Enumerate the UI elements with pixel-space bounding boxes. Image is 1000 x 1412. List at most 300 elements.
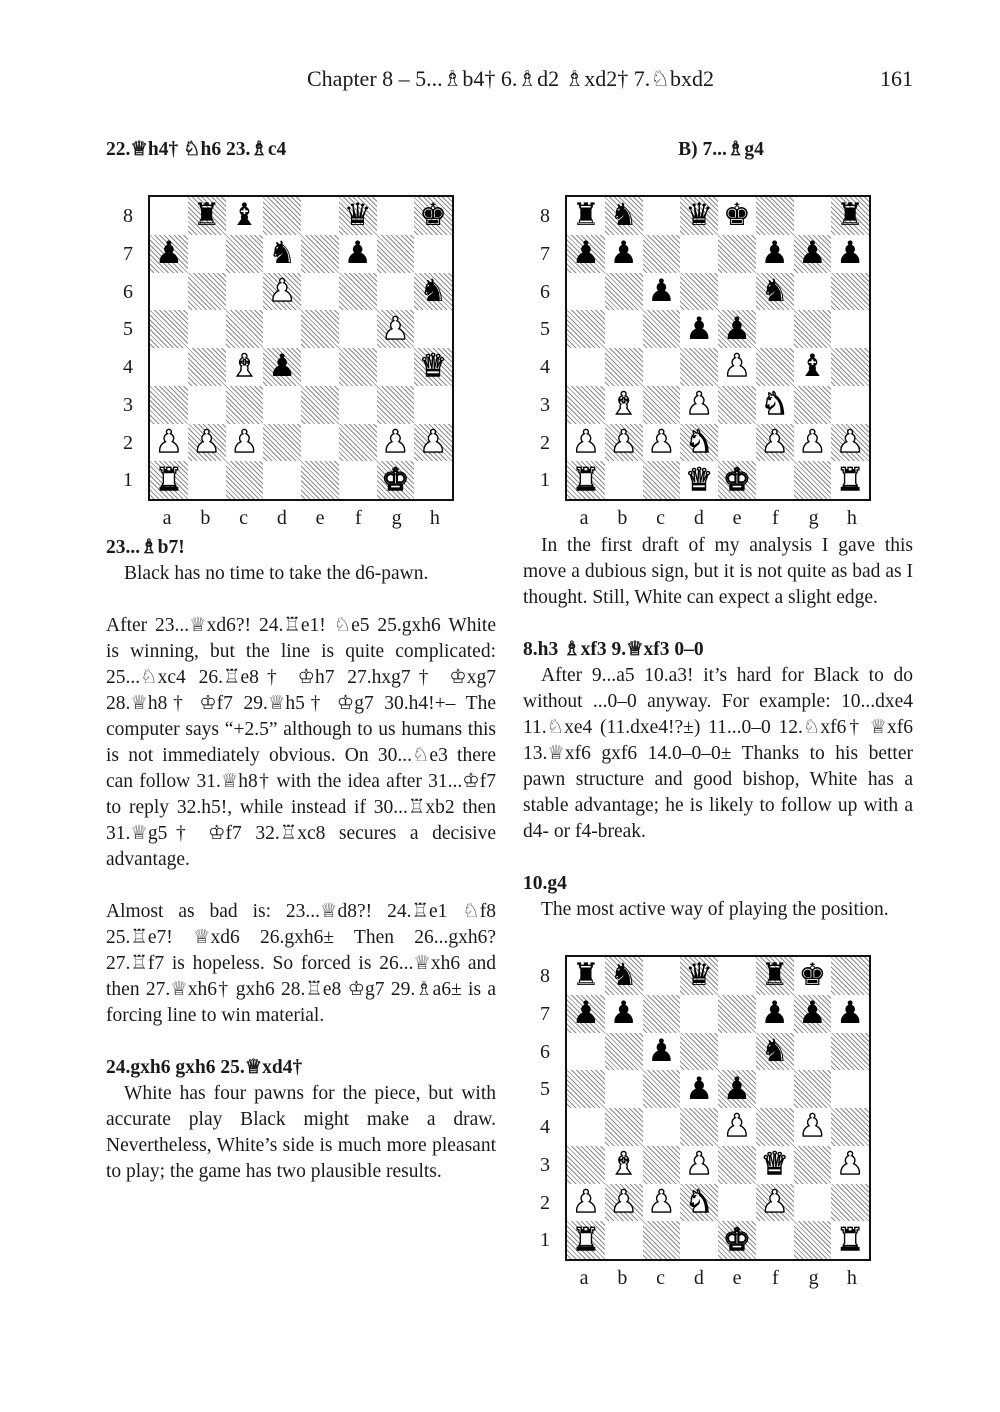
square-c2	[643, 1184, 681, 1222]
square-a2	[150, 424, 188, 462]
square-a6	[150, 273, 188, 311]
black-knight-icon: ♞	[419, 272, 448, 309]
square-h6	[831, 273, 869, 311]
black-pawn-icon: ♟	[685, 310, 714, 347]
square-a8	[567, 957, 605, 995]
square-g5	[794, 310, 832, 348]
paragraph: After 23...♕xd6?! 24.♖e1! ♘e5 25.gxh6 White is winning, but the line is quite complicated: 25...♘xc4 26.♖e8† ♔h7 27.hxg7† ♔xg7 28.♕h8† ♔f7 29.♕h5† ♔g7 30.h4!+– The computer says “+2.5” although to us humans this is not immediately obvious. On 30...♘e3 there can follow 31.♕h8† with the idea after 31...♔f7 to reply 32.h5!, while instead if 30...♖xb2 then 31.♕g5† ♔f7 32.♖xc8 secures a decisive advantage.	[106, 615, 496, 870]
rank-label: 8	[123, 205, 133, 227]
chess-board	[148, 195, 454, 501]
square-g3	[377, 386, 415, 424]
right-column	[523, 137, 913, 1289]
square-d3	[263, 386, 301, 424]
square-f5	[339, 310, 377, 348]
page-header	[0, 66, 1000, 106]
black-pawn-icon: ♟	[609, 235, 638, 272]
square-b2	[605, 1184, 643, 1222]
square-d5	[680, 1070, 718, 1108]
black-knight-icon: ♞	[268, 235, 297, 272]
black-queen-icon: ♛	[685, 197, 714, 234]
square-d8	[680, 197, 718, 235]
square-h2	[831, 1184, 869, 1222]
white-pawn-icon: ♟	[798, 423, 827, 460]
square-b4	[605, 348, 643, 386]
white-pawn-icon: ♟	[647, 1183, 676, 1220]
square-d7	[680, 995, 718, 1033]
white-pawn-icon: ♟	[571, 1183, 600, 1220]
square-h1	[831, 461, 869, 499]
square-a3	[150, 386, 188, 424]
square-a7	[567, 235, 605, 273]
square-f1	[756, 1221, 794, 1259]
file-label: a	[579, 507, 589, 529]
square-f3	[756, 386, 794, 424]
file-label: c	[656, 507, 666, 529]
rank-label: 5	[540, 1078, 550, 1101]
square-c7	[643, 995, 681, 1033]
white-queen-icon: ♛	[685, 461, 714, 498]
white-pawn-icon: ♟	[647, 423, 676, 460]
square-b1	[188, 461, 226, 499]
paragraph: The most active way of playing the position.	[541, 899, 889, 920]
paragraph: Black has no time to take the d6-pawn.	[124, 563, 429, 584]
page-number: 161	[880, 66, 913, 91]
square-f2	[756, 424, 794, 462]
black-rook-icon: ♜	[571, 197, 600, 234]
square-e8	[718, 197, 756, 235]
square-h7	[831, 995, 869, 1033]
square-b6	[188, 273, 226, 311]
move-heading: 24.gxh6 gxh6 25.♕xd4†	[106, 1057, 303, 1078]
move-heading: 23...♗b7!	[106, 537, 185, 558]
paragraph: In the first draft of my analysis I gave this move a dubious sign, but it is not quite as bad as I thought. Still, White can expect a slight edge.	[523, 535, 913, 608]
square-c8	[643, 957, 681, 995]
black-bishop-icon: ♝	[230, 197, 259, 234]
square-a2	[567, 1184, 605, 1222]
white-pawn-icon: ♟	[760, 1183, 789, 1220]
square-g6	[377, 273, 415, 311]
square-g8	[377, 197, 415, 235]
white-knight-icon: ♞	[685, 423, 714, 460]
square-a4	[150, 348, 188, 386]
square-d2	[680, 1184, 718, 1222]
square-c5	[226, 310, 264, 348]
rank-label: 5	[540, 318, 550, 341]
square-e2	[301, 424, 339, 462]
square-h3	[831, 1146, 869, 1184]
square-a3	[567, 1146, 605, 1184]
rank-label: 4	[540, 356, 550, 378]
white-pawn-icon: ♟	[836, 423, 865, 460]
rank-label: 6	[540, 280, 550, 303]
square-g3	[794, 1146, 832, 1184]
white-pawn-icon: ♟	[836, 1146, 865, 1183]
square-f7	[756, 235, 794, 273]
square-b3	[605, 1146, 643, 1184]
rank-label: 6	[540, 1040, 550, 1063]
square-h3	[414, 386, 452, 424]
square-h7	[831, 235, 869, 273]
square-f8	[339, 197, 377, 235]
file-label: e	[732, 1267, 742, 1289]
rank-label: 5	[123, 318, 133, 341]
square-h4	[831, 348, 869, 386]
square-g6	[794, 273, 832, 311]
square-g6	[794, 1033, 832, 1071]
white-pawn-icon: ♟	[685, 1146, 714, 1183]
file-label: c	[239, 507, 249, 529]
white-rook-icon: ♜	[154, 461, 183, 498]
square-a4	[567, 1108, 605, 1146]
white-pawn-icon: ♟	[609, 1183, 638, 1220]
white-rook-icon: ♜	[571, 461, 600, 498]
square-e6	[301, 273, 339, 311]
file-label: a	[162, 507, 172, 529]
black-rook-icon: ♜	[571, 957, 600, 994]
black-pawn-icon: ♟	[798, 995, 827, 1032]
chess-diagram	[106, 195, 456, 529]
black-king-icon: ♚	[798, 957, 827, 994]
white-queen-icon: ♛	[419, 348, 448, 385]
black-pawn-icon: ♟	[722, 1070, 751, 1107]
square-e2	[718, 1184, 756, 1222]
square-h6	[414, 273, 452, 311]
black-queen-icon: ♛	[343, 197, 372, 234]
square-h5	[414, 310, 452, 348]
square-a4	[567, 348, 605, 386]
black-pawn-icon: ♟	[609, 995, 638, 1032]
square-f5	[756, 1070, 794, 1108]
file-label: a	[579, 1267, 589, 1289]
square-c7	[643, 235, 681, 273]
square-g4	[377, 348, 415, 386]
square-f8	[756, 957, 794, 995]
paragraph: After 9...a5 10.a3! it’s hard for Black to do without ...0–0 anyway. For example: 10...dxe4 11.♘xe4 (11.dxe4!?±) 11...0–0 12.♘xf6† ♕xf6 13.♕xf6 gxf6 14.0–0–0± Thanks to his better pawn structure and good bishop, White has a stable advantage; he is likely to follow up with a d4- or f4-break.	[523, 665, 913, 842]
file-label: b	[617, 507, 628, 529]
file-label: b	[617, 1267, 628, 1289]
square-b3	[188, 386, 226, 424]
file-label: g	[808, 1267, 819, 1289]
white-rook-icon: ♜	[571, 1221, 600, 1258]
square-e1	[718, 1221, 756, 1259]
square-d3	[680, 386, 718, 424]
square-a3	[567, 386, 605, 424]
square-h8	[831, 957, 869, 995]
square-e1	[301, 461, 339, 499]
file-label: e	[315, 507, 325, 529]
black-pawn-icon: ♟	[571, 995, 600, 1032]
square-e3	[301, 386, 339, 424]
square-a7	[567, 995, 605, 1033]
square-c6	[643, 273, 681, 311]
square-c5	[643, 310, 681, 348]
file-labels	[565, 1267, 871, 1289]
square-b6	[605, 1033, 643, 1071]
white-queen-icon: ♛	[760, 1146, 789, 1183]
white-pawn-icon: ♟	[609, 423, 638, 460]
square-f2	[756, 1184, 794, 1222]
square-e4	[301, 348, 339, 386]
square-b5	[605, 310, 643, 348]
square-a2	[567, 424, 605, 462]
file-label: d	[693, 507, 704, 529]
black-pawn-icon: ♟	[343, 235, 372, 272]
square-d4	[680, 1108, 718, 1146]
white-rook-icon: ♜	[836, 461, 865, 498]
square-e8	[301, 197, 339, 235]
square-a1	[567, 461, 605, 499]
square-f1	[756, 461, 794, 499]
square-g4	[794, 1108, 832, 1146]
square-b5	[605, 1070, 643, 1108]
file-label: h	[429, 507, 440, 529]
square-c3	[643, 1146, 681, 1184]
rank-label: 6	[123, 280, 133, 303]
left-column	[106, 137, 496, 1185]
white-knight-icon: ♞	[760, 386, 789, 423]
rank-label: 1	[540, 1229, 550, 1252]
file-label: f	[772, 507, 779, 529]
square-e2	[718, 424, 756, 462]
square-c6	[643, 1033, 681, 1071]
square-b7	[605, 995, 643, 1033]
square-f1	[339, 461, 377, 499]
square-g7	[794, 995, 832, 1033]
square-e4	[718, 348, 756, 386]
white-king-icon: ♚	[722, 461, 751, 498]
black-pawn-icon: ♟	[836, 235, 865, 272]
white-pawn-icon: ♟	[722, 348, 751, 385]
square-d1	[680, 461, 718, 499]
square-a6	[567, 1033, 605, 1071]
white-king-icon: ♚	[381, 461, 410, 498]
square-g3	[794, 386, 832, 424]
white-pawn-icon: ♟	[798, 1108, 827, 1145]
chess-diagram	[523, 955, 873, 1289]
square-e6	[718, 273, 756, 311]
square-h2	[831, 424, 869, 462]
white-pawn-icon: ♟	[760, 423, 789, 460]
square-f5	[756, 310, 794, 348]
black-pawn-icon: ♟	[760, 995, 789, 1032]
black-pawn-icon: ♟	[685, 1070, 714, 1107]
white-pawn-icon: ♟	[192, 423, 221, 460]
square-a7	[150, 235, 188, 273]
rank-label: 7	[540, 1002, 550, 1025]
rank-label: 4	[540, 1116, 550, 1138]
square-d5	[263, 310, 301, 348]
square-b5	[188, 310, 226, 348]
square-h8	[414, 197, 452, 235]
square-h1	[831, 1221, 869, 1259]
white-bishop-icon: ♝	[609, 1146, 638, 1183]
square-a5	[150, 310, 188, 348]
square-c5	[643, 1070, 681, 1108]
square-h5	[831, 310, 869, 348]
square-h7	[414, 235, 452, 273]
square-g5	[794, 1070, 832, 1108]
running-head: Chapter 8 – 5...♗b4† 6.♗d2 ♗xd2† 7.♘bxd2	[307, 66, 715, 91]
rank-label: 3	[540, 1153, 550, 1176]
square-d2	[263, 424, 301, 462]
file-label: f	[355, 507, 362, 529]
square-b3	[605, 386, 643, 424]
square-g2	[794, 1184, 832, 1222]
white-pawn-icon: ♟	[381, 310, 410, 347]
black-pawn-icon: ♟	[647, 1032, 676, 1069]
square-d6	[263, 273, 301, 311]
square-f8	[756, 197, 794, 235]
rank-label: 7	[123, 242, 133, 265]
black-bishop-icon: ♝	[798, 348, 827, 385]
file-label: e	[732, 507, 742, 529]
square-b4	[605, 1108, 643, 1146]
white-pawn-icon: ♟	[268, 272, 297, 309]
square-g8	[794, 197, 832, 235]
square-d8	[263, 197, 301, 235]
white-bishop-icon: ♝	[609, 386, 638, 423]
square-e3	[718, 1146, 756, 1184]
black-rook-icon: ♜	[836, 197, 865, 234]
white-pawn-icon: ♟	[154, 423, 183, 460]
square-c7	[226, 235, 264, 273]
square-g2	[794, 424, 832, 462]
square-h2	[414, 424, 452, 462]
black-pawn-icon: ♟	[836, 995, 865, 1032]
square-b8	[605, 957, 643, 995]
square-g7	[794, 235, 832, 273]
square-c6	[226, 273, 264, 311]
black-pawn-icon: ♟	[722, 310, 751, 347]
square-f4	[756, 348, 794, 386]
square-c4	[643, 1108, 681, 1146]
square-f4	[339, 348, 377, 386]
square-e6	[718, 1033, 756, 1071]
white-bishop-icon: ♝	[230, 348, 259, 385]
square-d5	[680, 310, 718, 348]
square-d4	[680, 348, 718, 386]
square-h5	[831, 1070, 869, 1108]
file-labels	[148, 507, 454, 529]
square-f6	[756, 1033, 794, 1071]
square-d4	[263, 348, 301, 386]
square-e5	[301, 310, 339, 348]
rank-label: 1	[123, 469, 133, 492]
square-g4	[794, 348, 832, 386]
square-c1	[643, 461, 681, 499]
square-e1	[718, 461, 756, 499]
square-g1	[794, 1221, 832, 1259]
square-e5	[718, 1070, 756, 1108]
square-c1	[643, 1221, 681, 1259]
rank-label: 7	[540, 242, 550, 265]
square-d8	[680, 957, 718, 995]
chess-diagram	[523, 195, 873, 529]
square-e4	[718, 1108, 756, 1146]
square-c8	[226, 197, 264, 235]
rank-label: 2	[123, 431, 133, 454]
paragraph: White has four pawns for the piece, but with accurate play Black might make a draw. Nevertheless, White’s side is much more pleasant to play; the game has two plausible results.	[106, 1083, 496, 1182]
black-rook-icon: ♜	[760, 957, 789, 994]
file-labels	[565, 507, 871, 529]
square-b8	[605, 197, 643, 235]
square-e8	[718, 957, 756, 995]
square-e7	[718, 235, 756, 273]
square-a8	[150, 197, 188, 235]
file-label: f	[772, 1267, 779, 1289]
square-d7	[263, 235, 301, 273]
square-c4	[643, 348, 681, 386]
square-b1	[605, 461, 643, 499]
black-pawn-icon: ♟	[798, 235, 827, 272]
square-d1	[263, 461, 301, 499]
rank-label: 3	[123, 393, 133, 416]
square-g1	[794, 461, 832, 499]
square-a1	[150, 461, 188, 499]
file-label: g	[808, 507, 819, 529]
square-d6	[680, 1033, 718, 1071]
square-e7	[718, 995, 756, 1033]
move-heading: 8.h3 ♗xf3 9.♕xf3 0–0	[523, 639, 704, 660]
square-c2	[226, 424, 264, 462]
square-b2	[188, 424, 226, 462]
file-label: c	[656, 1267, 666, 1289]
square-d3	[680, 1146, 718, 1184]
white-pawn-icon: ♟	[230, 423, 259, 460]
file-label: b	[200, 507, 211, 529]
square-a6	[567, 273, 605, 311]
square-f2	[339, 424, 377, 462]
rank-label: 2	[540, 1191, 550, 1214]
white-pawn-icon: ♟	[685, 386, 714, 423]
square-g7	[377, 235, 415, 273]
square-g8	[794, 957, 832, 995]
white-pawn-icon: ♟	[571, 423, 600, 460]
square-c2	[643, 424, 681, 462]
file-label: h	[846, 507, 857, 529]
square-c8	[643, 197, 681, 235]
black-knight-icon: ♞	[609, 197, 638, 234]
square-h1	[414, 461, 452, 499]
square-c4	[226, 348, 264, 386]
square-a1	[567, 1221, 605, 1259]
square-f6	[339, 273, 377, 311]
rank-label: 8	[540, 965, 550, 987]
move-heading: 10.g4	[523, 873, 567, 894]
square-b7	[605, 235, 643, 273]
rank-label: 1	[540, 469, 550, 492]
square-d1	[680, 1221, 718, 1259]
file-label: d	[276, 507, 287, 529]
black-king-icon: ♚	[419, 197, 448, 234]
square-f7	[339, 235, 377, 273]
move-heading: 22.♕h4† ♘h6 23.♗c4	[106, 139, 287, 160]
square-f7	[756, 995, 794, 1033]
square-c3	[643, 386, 681, 424]
square-g5	[377, 310, 415, 348]
file-label: d	[693, 1267, 704, 1289]
rank-label: 3	[540, 393, 550, 416]
black-pawn-icon: ♟	[647, 272, 676, 309]
square-f3	[756, 1146, 794, 1184]
square-f3	[339, 386, 377, 424]
white-rook-icon: ♜	[836, 1221, 865, 1258]
square-a5	[567, 1070, 605, 1108]
chess-board	[565, 195, 871, 501]
black-knight-icon: ♞	[609, 957, 638, 994]
square-f4	[756, 1108, 794, 1146]
square-d7	[680, 235, 718, 273]
